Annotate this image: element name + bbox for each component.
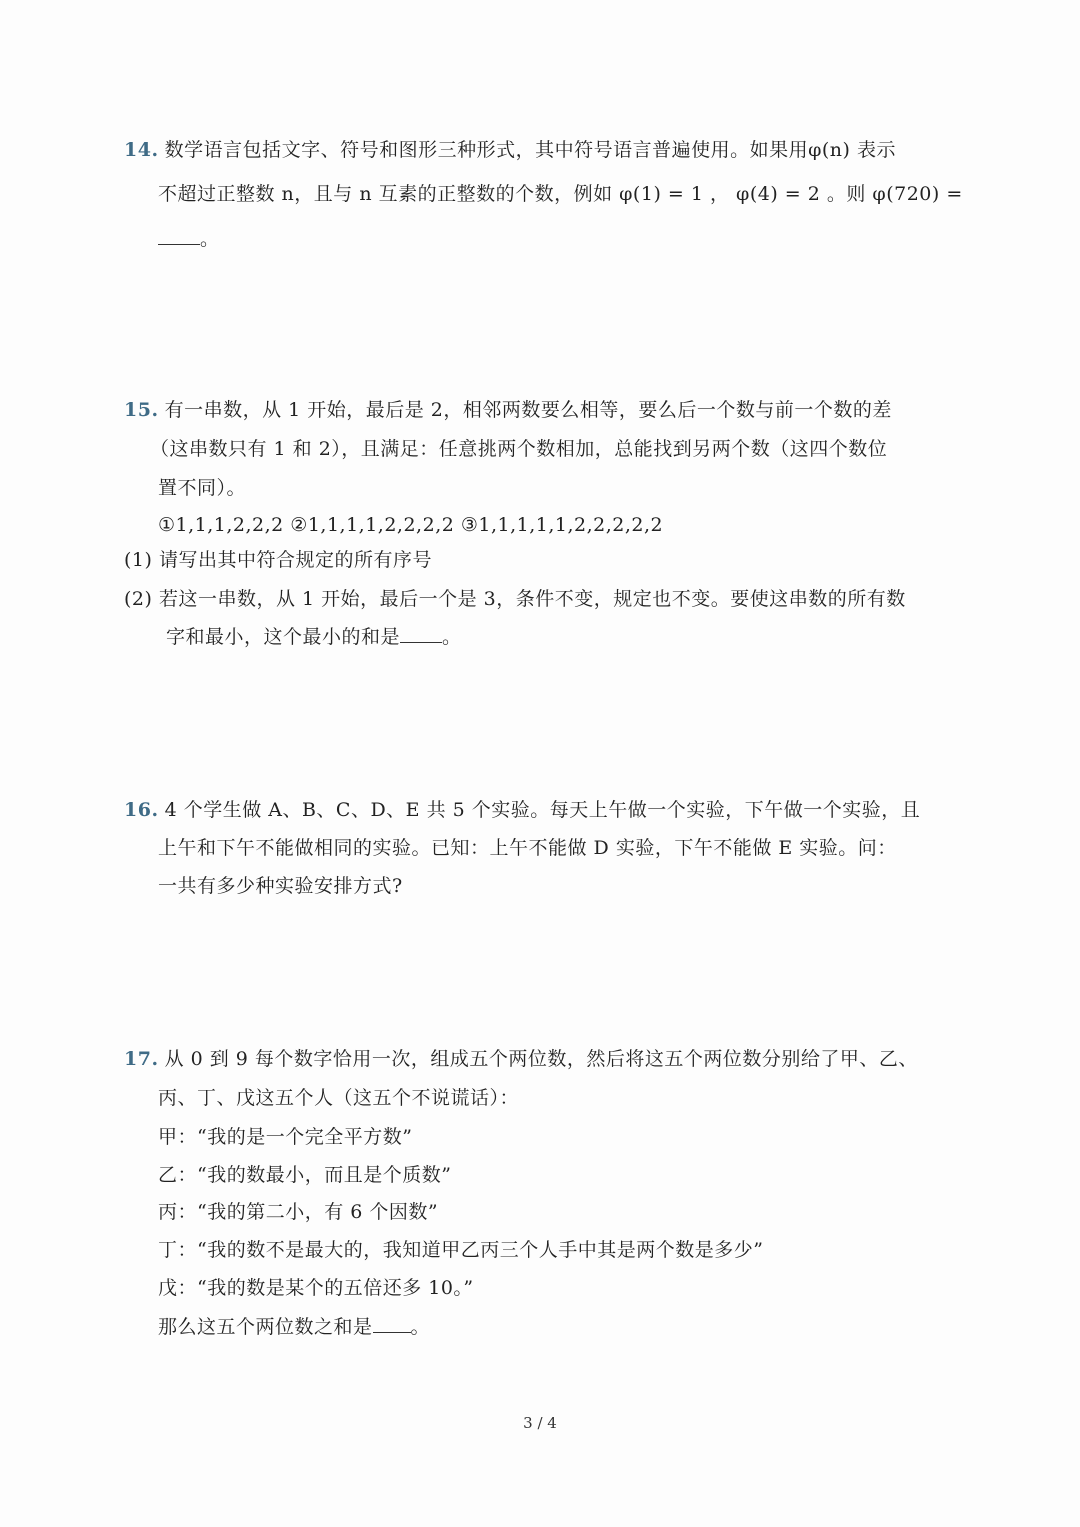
- q17-line8: 那么这五个两位数之和是 。: [158, 1316, 431, 1338]
- q14-line1: 14. 数学语言包括文字、符号和图形三种形式，其中符号语言普遍使用。如果用φ(n) 表示: [124, 139, 896, 161]
- q15-number: 15.: [124, 399, 159, 421]
- page-number: 3 / 4: [523, 1414, 557, 1432]
- q17-line5: 丙：“我的第二小，有 6 个因数”: [158, 1201, 439, 1223]
- q17-line7: 戊：“我的数是某个的五倍还多 10。”: [158, 1277, 474, 1299]
- q17-line1: 17. 从 0 到 9 每个数字恰用一次，组成五个两位数，然后将这五个两位数分别给了甲、乙、: [124, 1048, 918, 1070]
- q16-number: 16.: [124, 799, 159, 821]
- q16-line1: 16. 4 个学生做 A、B、C、D、E 共 5 个实验。每天上午做一个实验，下午做一个实验，且: [124, 799, 921, 821]
- q14-line2: 不超过正整数 n，且与 n 互素的正整数的个数，例如 φ(1) = 1 ， φ(4) = 2 。则 φ(720) =: [158, 183, 963, 205]
- q17-line3: 甲：“我的是一个完全平方数”: [158, 1126, 413, 1148]
- q15-line2: （这串数只有 1 和 2），且满足：任意挑两个数相加，总能找到另两个数（这四个数位: [150, 438, 888, 460]
- q15-part2-line2: 字和最小，这个最小的和是 。: [166, 626, 462, 648]
- q17-line2: 丙、丁、戊这五个人（这五个不说谎话）：: [158, 1087, 520, 1109]
- q16-line3: 一共有多少种实验安排方式?: [158, 875, 403, 897]
- q14-number: 14.: [124, 139, 159, 161]
- q15-line3: 置不同）。: [158, 477, 247, 499]
- q15-line1: 15. 有一串数，从 1 开始，最后是 2，相邻两数要么相等，要么后一个数与前一个数的差: [124, 399, 892, 421]
- q17-number: 17.: [124, 1048, 159, 1070]
- q14-answer-blank: [158, 226, 200, 245]
- q15-answer-blank: [400, 624, 442, 643]
- q17-line6: 丁：“我的数不是最大的，我知道甲乙丙三个人手中其是两个数是多少”: [158, 1239, 764, 1261]
- q17-line4: 乙：“我的数最小，而且是个质数”: [158, 1164, 452, 1186]
- q15-options: ①1,1,1,2,2,2 ②1,1,1,1,2,2,2,2 ③1,1,1,1,1,2,2,2,2,2: [158, 514, 664, 536]
- q16-line2: 上午和下午不能做相同的实验。已知：上午不能做 D 实验，下午不能做 E 实验。问：: [158, 837, 897, 859]
- q17-answer-blank: [373, 1314, 411, 1333]
- q15-part1: (1) 请写出其中符合规定的所有序号: [124, 549, 432, 571]
- q15-part2-line1: (2) 若这一串数，从 1 开始，最后一个是 3，条件不变，规定也不变。要使这串数的所有数: [124, 588, 906, 610]
- q14-answer-line: 。: [158, 226, 220, 252]
